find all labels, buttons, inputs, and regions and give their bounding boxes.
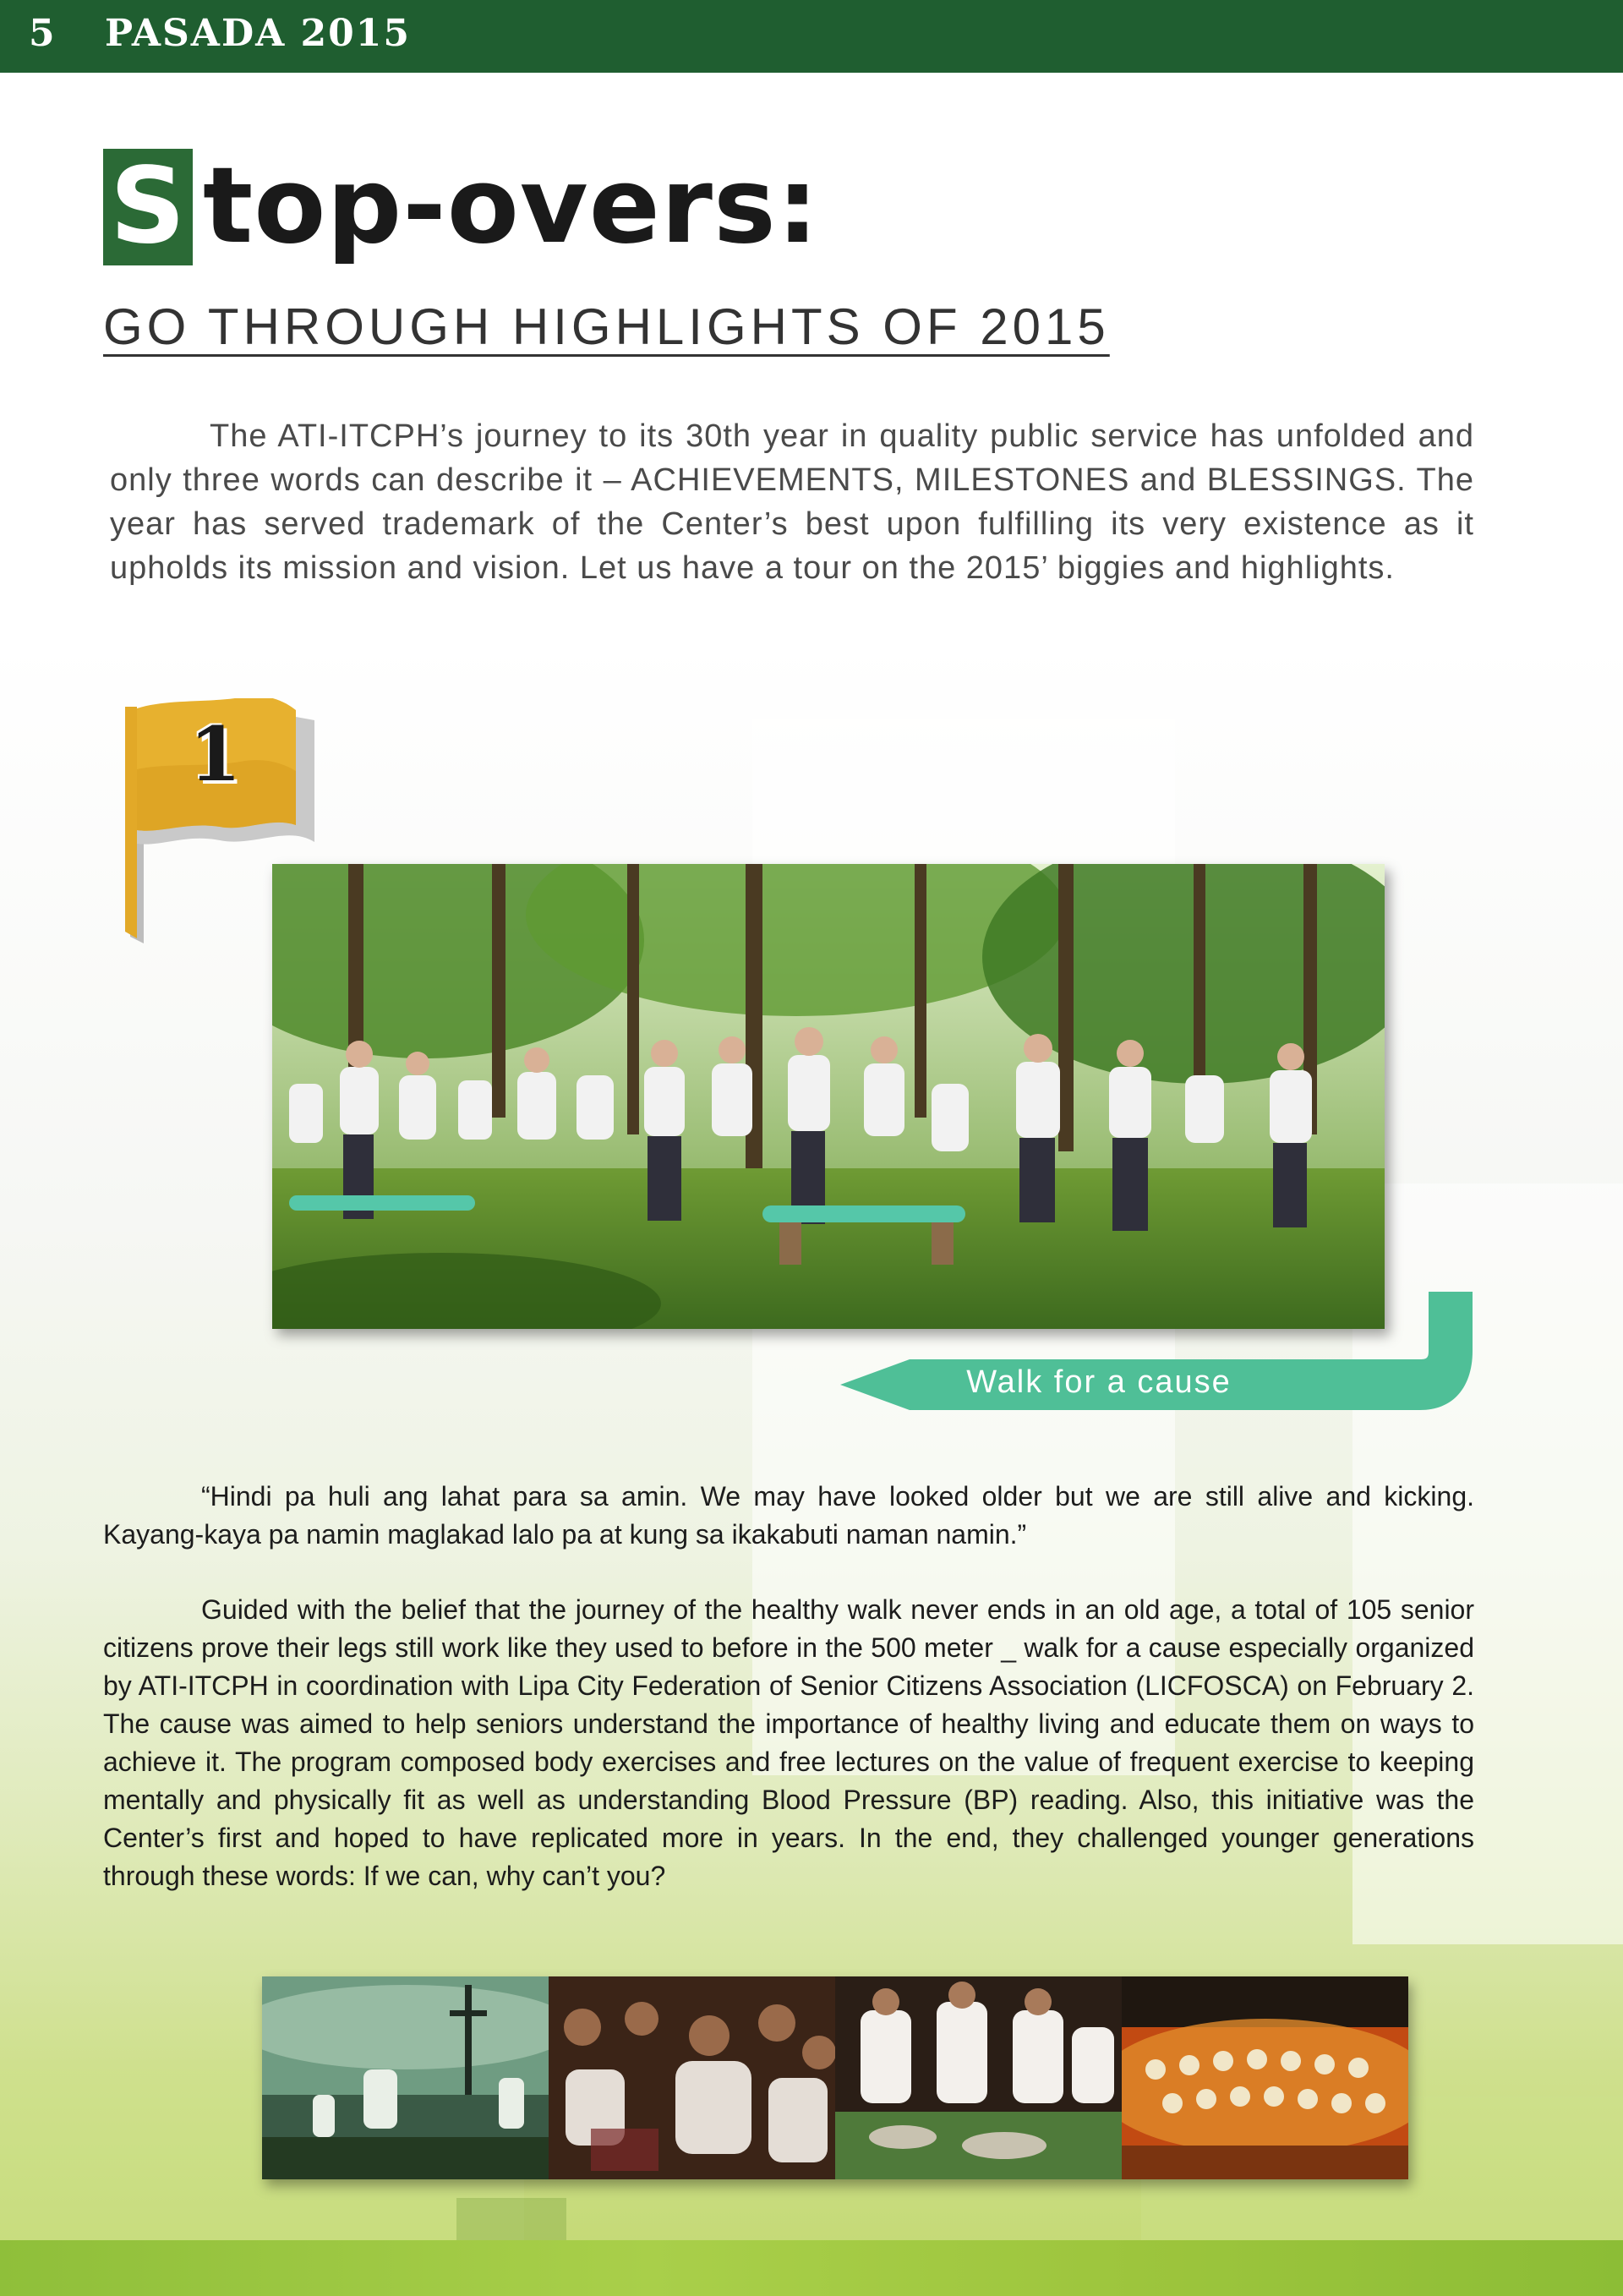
highlight-number: 1 (189, 710, 242, 798)
strip-photo-walk (262, 1976, 549, 2179)
photo-caption: Walk for a cause (966, 1364, 1232, 1400)
photo-strip (262, 1976, 1408, 2179)
strip-photo-crowd (549, 1976, 835, 2179)
intro-paragraph: The ATI-ITCPH’s journey to its 30th year in quality public service has unfolded and only three words can describe it – ACHIEVEMENTS, MILESTONES and BLESSINGS. The year has served trademark of the Center’s best upon fulfilling its very existence as it upholds its mission and vision. Let us have a tour on the 2015’ biggies and highlights. (110, 418, 1474, 586)
header-bar (0, 0, 1623, 73)
quote-paragraph: “Hindi pa huli ang lahat para sa amin. We may have looked older but we are still alive and kicking. Kayang-kaya pa namin maglakad lalo pa at kung sa ikakabuti naman namin.” (103, 1481, 1474, 1550)
title-rest: top-overs: (203, 145, 820, 267)
publication-title: PASADA 2015 (105, 12, 412, 55)
strip-photo-group (1122, 1976, 1408, 2179)
strip-photo-meal (835, 1976, 1122, 2179)
page-number: 5 (29, 12, 57, 55)
body-paragraph: Guided with the belief that the journey of the healthy walk never ends in an old age, a total of 105 senior citizens prove their legs still work like they used to before in the 500 meter _ walk for a cause especially organized by ATI-ITCPH in coordination with Lipa City Federation of Senior Citizens Association (LICFOSCA) on February 2. The cause was aimed to help seniors understand the importance of healthy living and educate them on ways to achieve it. The program composed body exercises and free lectures on the value of frequent exercise to keeping mentally and physically fit as well as understanding Blood Pressure (BP) reading. Also, this initiative was the Center’s first and hoped to have replicated more in years. In the end, they challenged younger generations through these words: If we can, why can’t you? (103, 1594, 1474, 1891)
bottom-band (0, 2240, 1623, 2296)
title-initial: S (110, 145, 186, 267)
walk-photo (272, 864, 1385, 1329)
subtitle: GO THROUGH HIGHLIGHTS OF 2015 (103, 298, 1110, 355)
